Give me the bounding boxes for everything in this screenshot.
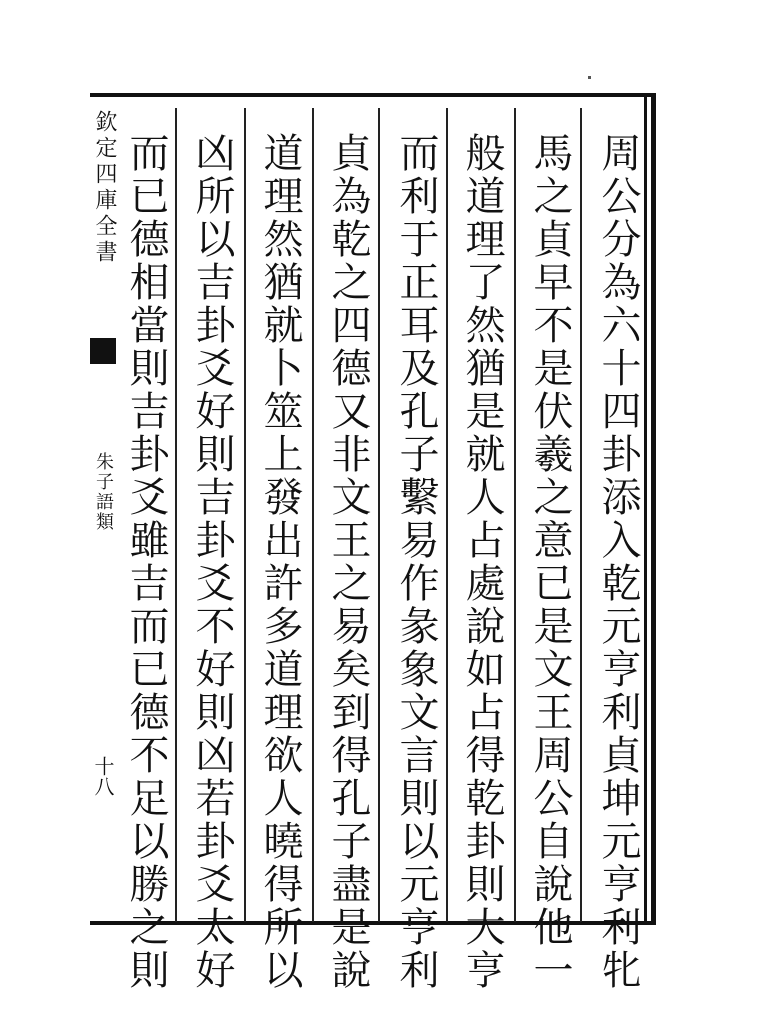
collection-title: 欽定四庫全書 [92,110,117,266]
ink-speck [588,76,591,79]
page-number: 十八 [91,756,115,796]
text-column-4: 而利于正耳及孔子繫易作彖象文言則以元亨利 [393,132,439,992]
column-divider [446,108,448,922]
text-column-8: 而已德相當則吉卦爻雖吉而已德不足以勝之則 [123,132,169,992]
column-divider [378,108,380,922]
fish-tail-mark [90,338,116,364]
text-column-7: 凶所以吉卦爻好則吉卦爻不好則凶若卦爻太好 [189,132,235,992]
text-column-5: 貞為乾之四德又非文王之易矣到得孔子盡是說 [325,132,371,992]
column-divider [580,108,582,922]
text-column-6: 道理然猶就卜筮上發出許多道理欲人曉得所以 [257,132,303,992]
column-divider [312,108,314,922]
column-divider [514,108,516,922]
text-column-2: 馬之貞早不是伏羲之意已是文王周公自說他一 [527,132,573,992]
book-title: 朱子語類 [93,452,114,532]
text-column-1: 周公分為六十四卦添入乾元亨利貞坤元亨利牝 [595,132,641,992]
text-column-3: 般道理了然猶是就人占處說如占得乾卦則大亨 [459,132,505,992]
column-divider [244,108,246,922]
